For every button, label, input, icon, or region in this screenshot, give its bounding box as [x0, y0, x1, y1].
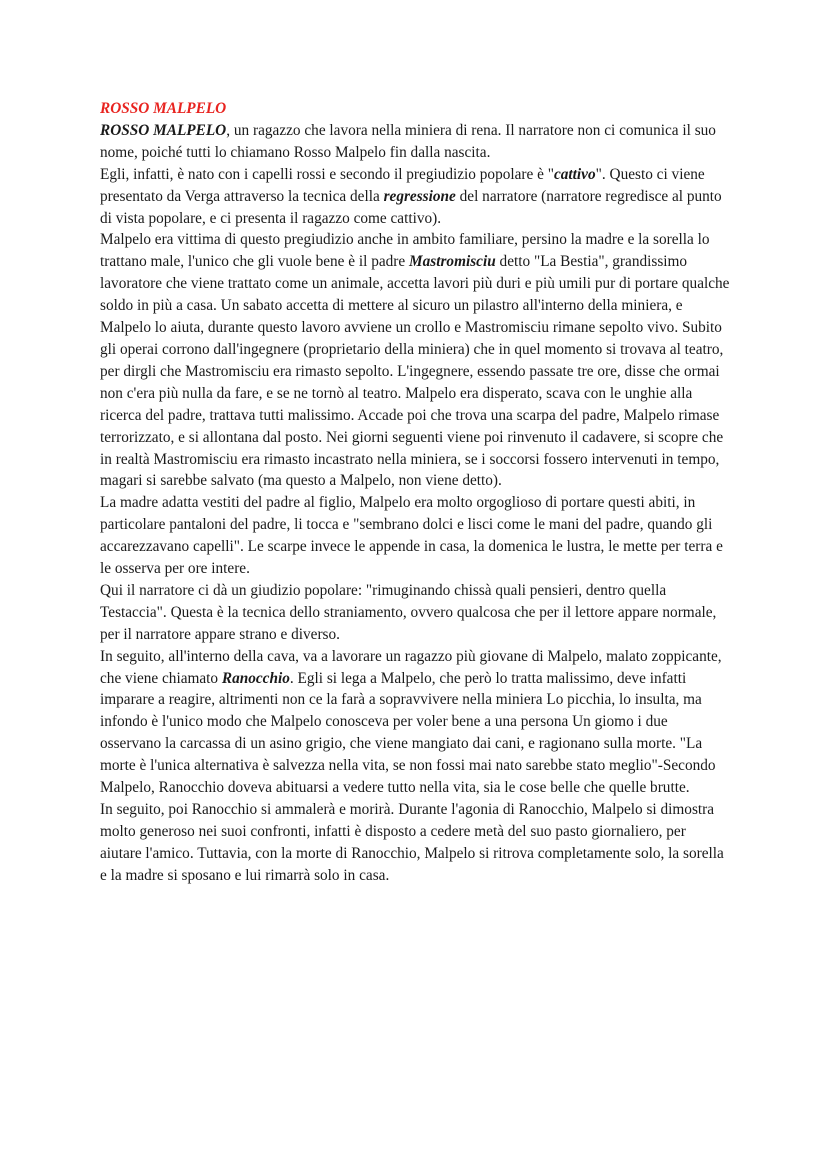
intro-text: , un ragazzo che lavora nella miniera di rena. Il narratore non ci comunica il suo nome, poiché tutti lo chiamano Rosso Malpelo fin dalla nascita.	[100, 121, 716, 161]
paragraph-ranocchio	[100, 646, 730, 799]
document-title: ROSSO MALPELO	[100, 100, 227, 117]
cattivo-emphasis: cattivo	[553, 165, 596, 183]
regressione-emphasis: regressione	[383, 187, 456, 205]
paragraph-narrator	[100, 580, 730, 646]
ranocchio-text-1: In seguito, all'interno della cava, va a lavorare un ragazzo più giovane di Malpelo, malato zoppicante, che viene chiamato	[100, 647, 722, 687]
mastromisciu-emphasis: Mastromisciu	[409, 253, 496, 271]
paragraph-clothes	[100, 492, 730, 580]
paragraph-ending	[100, 799, 730, 887]
prejudice-text-1: Egli, infatti, è nato con i capelli rossi e secondo il pregiudizio popolare è "	[100, 165, 554, 183]
ranocchio-emphasis: Ranocchio	[221, 669, 290, 687]
paragraph-prejudice	[100, 164, 730, 230]
paragraph-intro	[100, 120, 730, 164]
father-text-2: detto "La Bestia", grandissimo lavoratore che viene trattato come un animale, accetta lavori più duri e più umili pur di portare qualche soldo in più a casa. Un sabato accetta di mettere al sicuro un pilastro all'interno della miniera, e Malpelo lo aiuta, durante questo lavoro avviene un crollo e Mastromisciu rimane sepolto vivo. Subito gli operai corrono dall'ingegnere (proprietario della miniera) che in quel momento si trovava al teatro, per dirgli che Mastromisciu era rimasto sepolto. L'ingegnere, essendo passate tre ore, disse che ormai non c'era più nulla da fare, e se ne tornò al teatro. Malpelo era disperato, scava con le unghie alla ricerca del padre, trattava tutti malissimo. Accade poi che trova una scarpa del padre, Malpelo rimase terrorizzato, e si allontana dal posto. Nei giorni seguenti viene poi rinvenuto il cadavere, si scopre che in realtà Mastromisciu era rimasto incastrato nella miniera, se i soccorsi fossero intervenuti in tempo, magari si sarebbe salvato (ma questo a Malpelo, non viene detto).	[100, 253, 730, 490]
prejudice-text-2: ". Questo ci viene presentato da Verga attraverso la tecnica della	[100, 165, 705, 205]
ending-text: In seguito, poi Ranocchio si ammalerà e morirà. Durante l'agonia di Ranocchio, Malpelo si dimostra molto generoso nei suoi confronti, infatti è disposto a cedere metà del suo pasto giornaliero, per aiutare l'amico. Tuttavia, con la morte di Ranocchio, Malpelo si ritrova completamente solo, la sorella e la madre si sposano e lui rimarrà solo in casa.	[100, 801, 724, 884]
prejudice-text-3: del narratore (narratore regredisce al punto di vista popolare, e ci presenta il ragazzo come cattivo).	[100, 187, 722, 227]
narrator-text: Qui il narratore ci dà un giudizio popolare: "rimuginando chissà quali pensieri, dentro quella Testaccia". Questa è la tecnica dello straniamento, ovvero qualcosa che per il lettore appare normale, per il narratore appare strano e diverso.	[100, 581, 717, 643]
intro-name-emphasis: ROSSO MALPELO	[100, 121, 227, 139]
paragraph-father	[100, 229, 730, 492]
clothes-text: La madre adatta vestiti del padre al figlio, Malpelo era molto orgoglioso di portare questi abiti, in particolare pantaloni del padre, li tocca e "sembrano dolci e lisci come le mani del padre, quando gli accarezzavano capelli". Le scarpe invece le appende in casa, la domenica le lustra, le mette per terra e le osserva per ore intere.	[100, 494, 723, 578]
father-text-1: Malpelo era vittima di questo pregiudizio anche in ambito familiare, persino la madre e la sorella lo trattano male, l'unico che gli vuole bene è il padre	[100, 231, 710, 271]
ranocchio-text-2: . Egli si lega a Malpelo, che però lo tratta malissimo, deve infatti imparare a reagire, altrimenti non ce la farà a sopravvivere nella miniera Lo picchia, lo insulta, ma infondo è l'unico modo che Malpelo conosceva per voler bene a una persona Un giomo i due osservano la carcassa di un asino grigio, che viene mangiato dai cani, e ragionano sulla morte. "La morte è l'unica alternativa è salvezza nella vita, se non fossi mai nato sarebbe stato meglio"-Secondo Malpelo, Ranocchio doveva abituarsi a vedere tutto nella vita, sia le cose belle che quelle brutte.	[100, 669, 716, 797]
document-body	[100, 98, 730, 887]
